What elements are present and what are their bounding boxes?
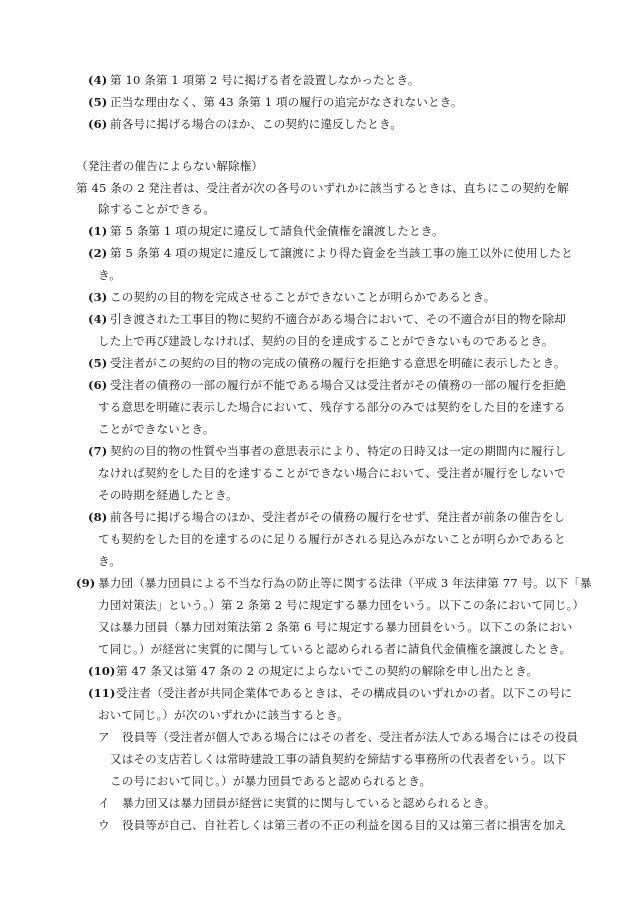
- item-marker: (6): [88, 117, 108, 131]
- item-text: した上で再び建設しなければ、契約の目的を達成することができないものであるとき。: [98, 334, 554, 348]
- item-marker: (11): [88, 686, 116, 700]
- item-text: 前各号に掲げる場合のほか、この契約に違反したとき。: [110, 117, 402, 131]
- item-text: 正当な理由なく、第 43 条第 1 項の履行の追完がなされないとき。: [110, 95, 463, 109]
- sub-item-text: 暴力団又は暴力団員が経営に実質的に関与していると認められるとき。: [122, 796, 496, 810]
- item-text: 力団対策法」という。）第 2 条第 2 号に規定する暴力団をいう。以下この条において同じ。）: [98, 598, 585, 612]
- item-marker: (8): [88, 510, 108, 524]
- item-marker: (4): [88, 73, 108, 87]
- item-text: き。: [98, 268, 121, 282]
- item-text: この契約の目的物を完成させることができないことが明らかであるとき。: [110, 290, 496, 304]
- article-number: 第 45 条の 2: [76, 181, 145, 195]
- item-text: 第 10 条第 1 項第 2 号に掲げる者を設置しなかったとき。: [110, 73, 420, 87]
- item-marker: (3): [88, 290, 108, 304]
- item-marker: (9): [76, 576, 96, 590]
- item-text: 又は暴力団員（暴力団対策法第 2 条第 6 号に規定する暴力団員をいう。以下この条におい: [98, 620, 573, 634]
- item-marker: (5): [88, 356, 108, 370]
- item-text: なければ契約をした目的を達することができない場合において、受注者が履行をしないで: [98, 466, 566, 480]
- item-text: する意思を明確に表示した場合において、残存する部分のみでは契約をした目的を達する: [98, 400, 566, 414]
- sub-item-marker: ウ: [98, 818, 110, 832]
- item-text: 受注者（受注者が共同企業体であるときは、その構成員のいずれかの者。以下この号に: [116, 686, 573, 700]
- item-text: 暴力団（暴力団員による不当な行為の防止等に関する法律（平成 3 年法律第 77 号。以下「暴: [98, 576, 592, 590]
- sub-item-text: 役員等（受注者が個人である場合にはその者を、受注者が法人である場合にはその役員: [122, 730, 579, 744]
- item-marker: (7): [88, 444, 108, 458]
- item-text: ても契約をした目的を達するのに足りる履行がされる見込みがないことが明らかであると: [98, 532, 566, 546]
- item-text: 受注者の債務の一部の履行が不能である場合又は受注者がその債務の一部の履行を拒絶: [110, 378, 567, 392]
- item-text: 第 5 条第 1 項の規定に違反して請負代金債権を譲渡したとき。: [110, 224, 444, 238]
- item-text: 契約の目的物の性質や当事者の意思表示により、特定の日時又は一定の期間内に履行し: [110, 444, 567, 458]
- article-text-line: 除することができる。: [98, 202, 215, 216]
- item-marker: (4): [88, 312, 108, 326]
- item-text: ことができないとき。: [98, 422, 215, 436]
- sub-item-text: 又はその支店若しくは常時建設工事の請負契約を締結する事務所の代表者をいう。以下: [110, 752, 567, 766]
- item-text: 受注者がこの契約の目的物の完成の債務の履行を拒絶する意思を明確に表示したとき。: [110, 356, 566, 370]
- item-text: 引き渡された工事目的物に契約不適合がある場合において、その不適合が目的物を除却: [110, 312, 566, 326]
- item-text: その時期を経過したとき。: [98, 488, 238, 502]
- section-heading: （発注者の催告によらない解除権）: [76, 159, 264, 173]
- item-text: て同じ。）が経営に実質的に関与していると認められる者に請負代金債権を譲渡したとき。: [98, 642, 572, 656]
- sub-item-text: 役員等が自己、自社若しくは第三者の不正の利益を図る目的又は第三者に損害を加え: [122, 818, 567, 832]
- item-marker: (1): [88, 224, 108, 238]
- item-marker: (2): [88, 246, 108, 260]
- item-text: き。: [98, 554, 121, 568]
- item-marker: (6): [88, 378, 108, 392]
- item-text: 前各号に掲げる場合のほか、受注者がその債務の履行をせず、発注者が前条の催告をし: [110, 510, 566, 524]
- sub-item-marker: イ: [98, 796, 110, 810]
- item-marker: (5): [88, 95, 108, 109]
- item-text: 第 47 条又は第 47 条の 2 の規定によらないでこの契約の解除を申し出たとき。: [116, 664, 539, 678]
- item-marker: (10): [88, 664, 116, 678]
- article-text-line: 発注者は、受注者が次の各号のいずれかに該当するときは、直ちにこの契約を解: [148, 181, 569, 195]
- item-text: おいて同じ。）が次のいずれかに該当するとき。: [98, 708, 349, 722]
- sub-item-text: この号において同じ。）が暴力団員であると認められるとき。: [110, 774, 432, 788]
- sub-item-marker: ア: [98, 730, 110, 744]
- item-text: 第 5 条第 4 項の規定に違反して譲渡により得た資金を当該工事の施工以外に使用したと: [110, 246, 573, 260]
